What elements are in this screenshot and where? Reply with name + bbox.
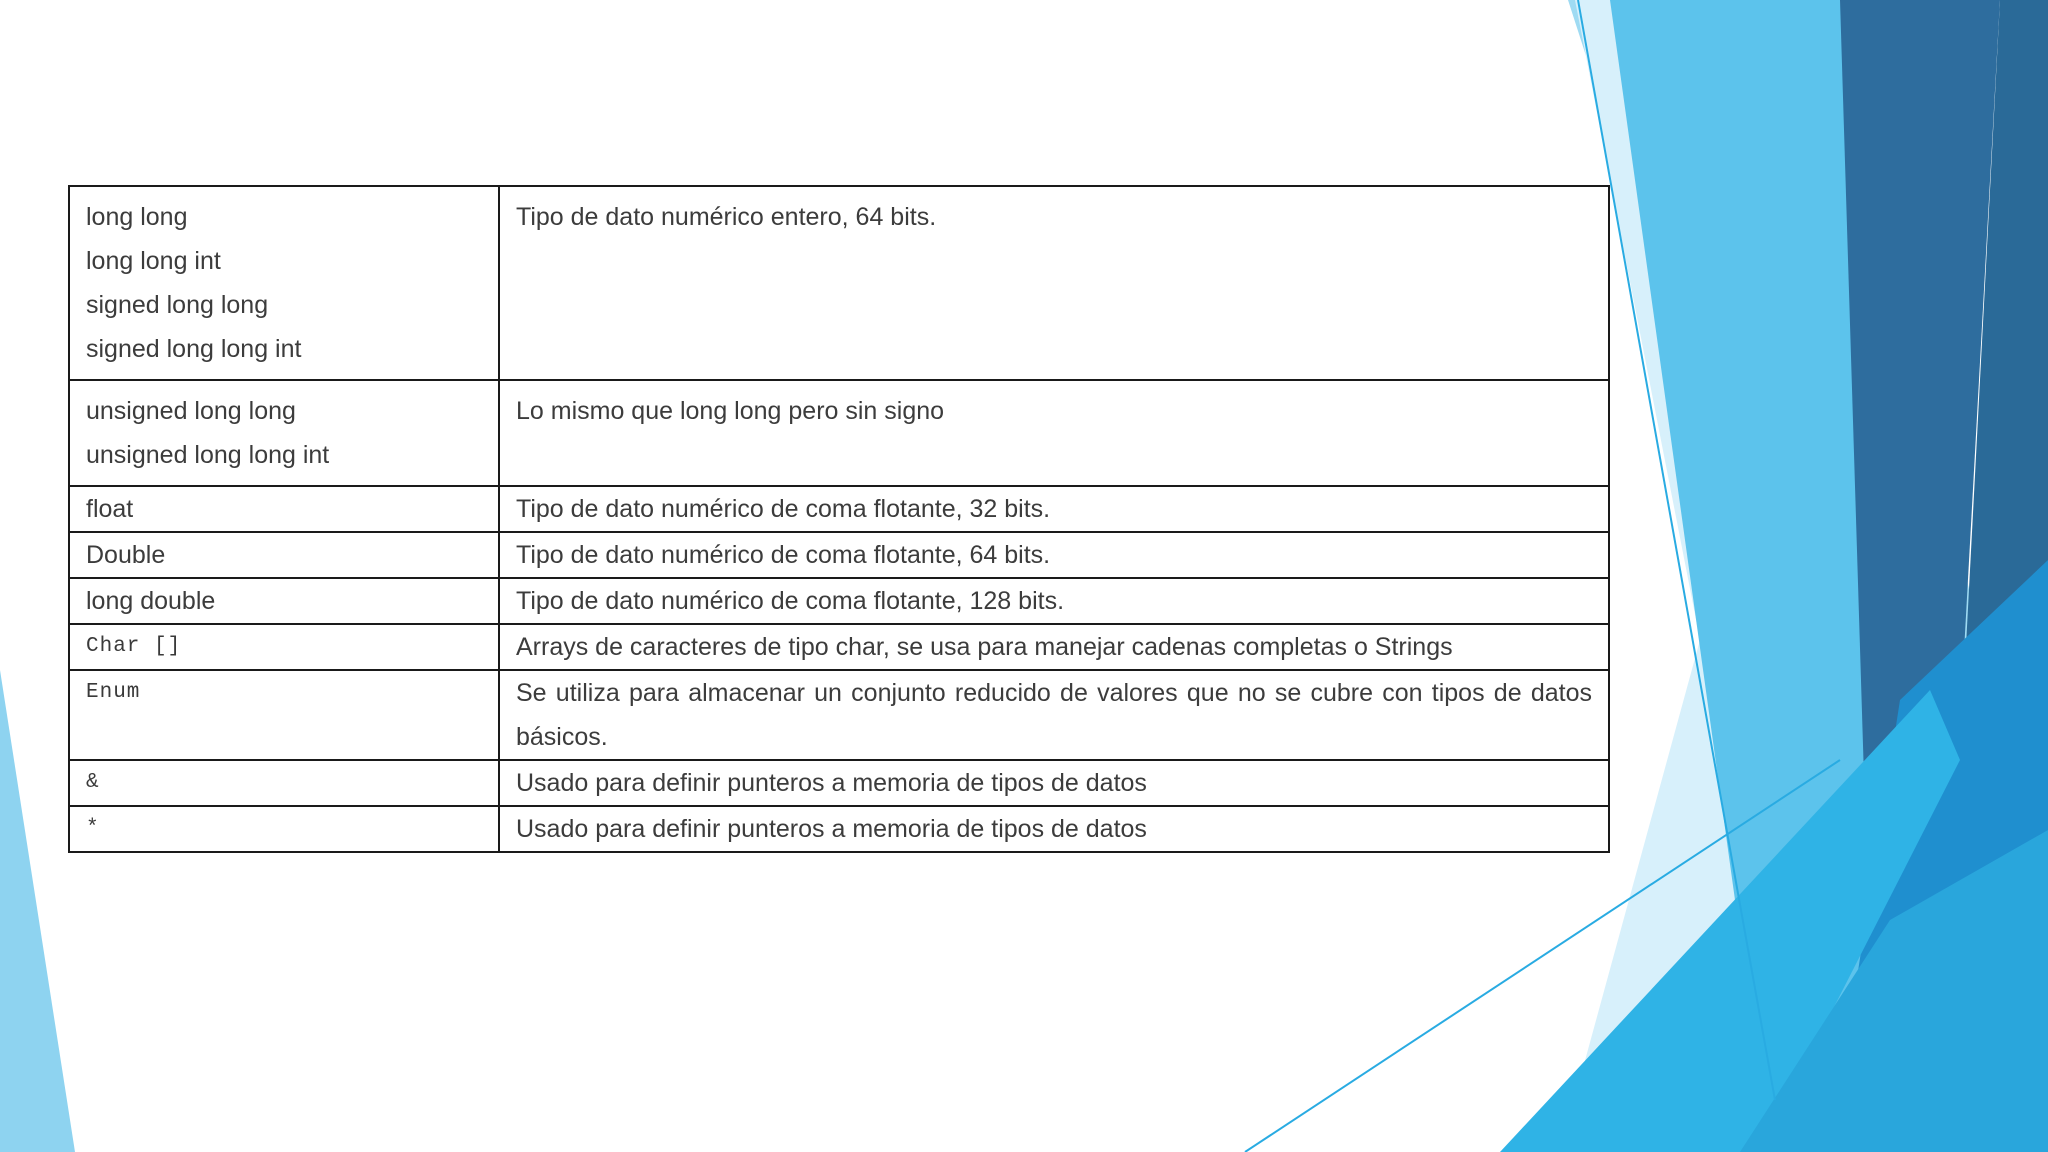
type-cell xyxy=(69,806,499,852)
data-types-table xyxy=(68,185,1610,853)
description-cell xyxy=(499,760,1609,806)
description-text: Usado para definir punteros a memoria de tipos de datos xyxy=(516,815,1147,843)
type-line: unsigned long long xyxy=(86,397,296,425)
description-text: Arrays de caracteres de tipo char, se usa para manejar cadenas completas o Strings xyxy=(516,633,1453,661)
type-line: Double xyxy=(86,541,166,569)
type-cell xyxy=(69,532,499,578)
table-row xyxy=(69,186,1609,380)
table-row xyxy=(69,624,1609,670)
description-cell xyxy=(499,578,1609,624)
description-cell xyxy=(499,806,1609,852)
description-text: Tipo de dato numérico de coma flotante, 32 bits. xyxy=(516,495,1051,523)
description-cell xyxy=(499,380,1609,486)
left-facet-shape xyxy=(0,670,75,1152)
type-cell xyxy=(69,624,499,670)
description-text: Tipo de dato numérico entero, 64 bits. xyxy=(516,203,937,231)
type-line: signed long long xyxy=(86,291,269,319)
type-cell xyxy=(69,380,499,486)
description-cell xyxy=(499,486,1609,532)
type-cell xyxy=(69,760,499,806)
description-cell xyxy=(499,186,1609,380)
description-cell xyxy=(499,624,1609,670)
type-line: Char [] xyxy=(86,635,182,658)
description-text: Se utiliza para almacenar un conjunto reducido de valores que no se cubre con tipos de datos básicos. xyxy=(516,679,1592,751)
description-cell xyxy=(499,532,1609,578)
description-cell xyxy=(499,670,1609,760)
type-line: long long xyxy=(86,203,188,231)
type-line: float xyxy=(86,495,134,523)
description-text: Lo mismo que long long pero sin signo xyxy=(516,397,945,425)
table-row xyxy=(69,578,1609,624)
type-line: signed long long int xyxy=(86,335,302,363)
type-line: * xyxy=(86,817,100,840)
type-cell xyxy=(69,578,499,624)
type-cell xyxy=(69,670,499,760)
type-line: unsigned long long int xyxy=(86,441,330,469)
type-line: & xyxy=(86,771,100,794)
table-row xyxy=(69,670,1609,760)
table-row xyxy=(69,486,1609,532)
table-row xyxy=(69,760,1609,806)
table-row xyxy=(69,380,1609,486)
type-line: long double xyxy=(86,587,216,615)
type-cell xyxy=(69,486,499,532)
type-cell xyxy=(69,186,499,380)
table-row xyxy=(69,806,1609,852)
description-text: Usado para definir punteros a memoria de tipos de datos xyxy=(516,769,1147,797)
type-line: Enum xyxy=(86,681,141,704)
description-text: Tipo de dato numérico de coma flotante, 128 bits. xyxy=(516,587,1065,615)
table-row xyxy=(69,532,1609,578)
type-line: long long int xyxy=(86,247,221,275)
description-text: Tipo de dato numérico de coma flotante, 64 bits. xyxy=(516,541,1051,569)
